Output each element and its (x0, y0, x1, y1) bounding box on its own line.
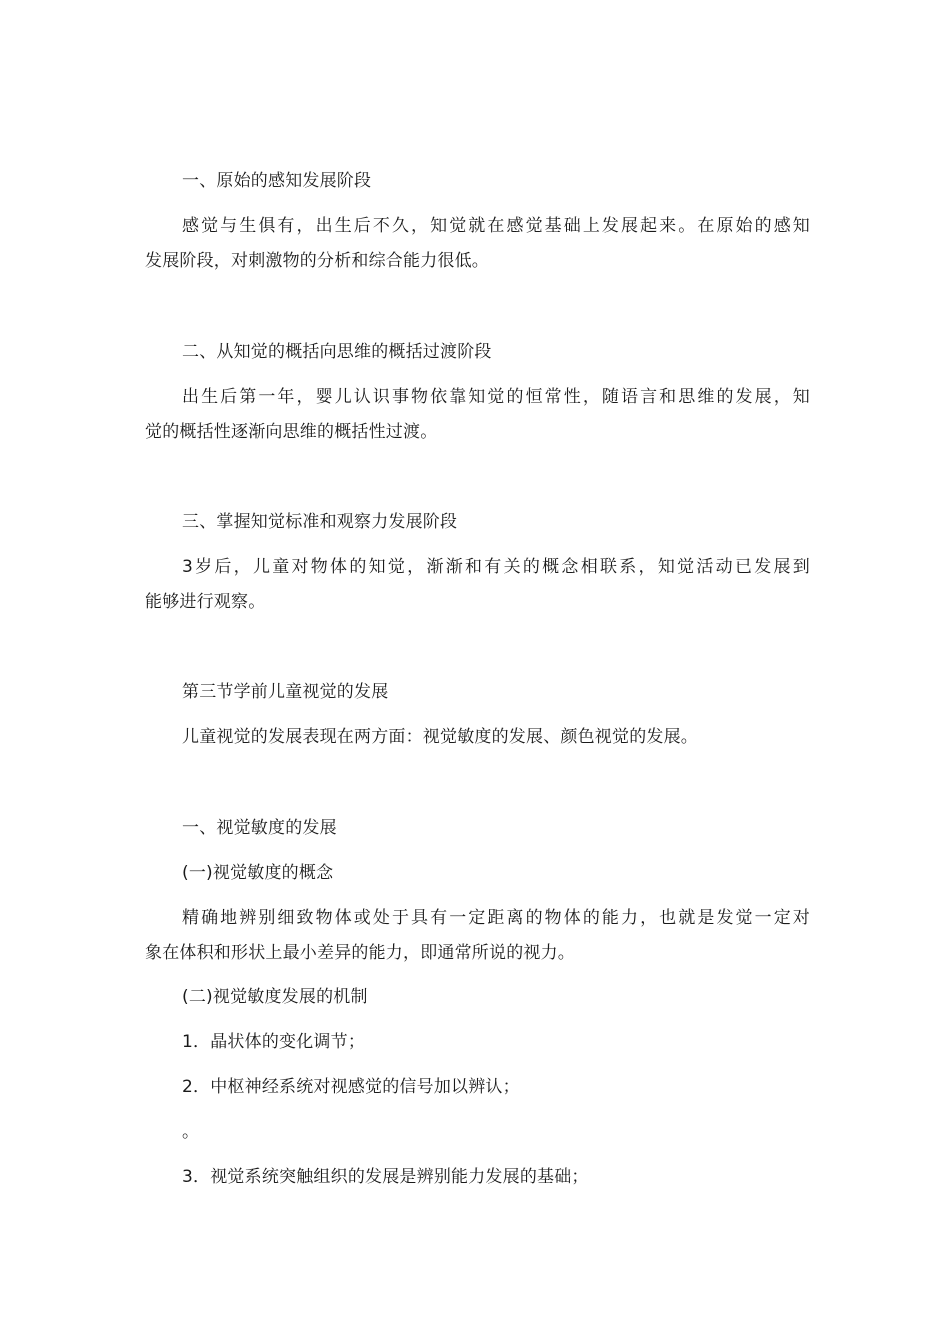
section-heading-visual-acuity: 一、视觉敏度的发展 (182, 818, 337, 838)
subsection-heading: (二)视觉敏度发展的机制 (182, 987, 368, 1007)
paragraph-line: 象在体积和形状上最小差异的能力，即通常所说的视力。 (145, 943, 575, 963)
paragraph-line: 能够进行观察。 (145, 592, 266, 612)
paragraph-line: 觉的概括性逐渐向思维的概括性过渡。 (145, 422, 438, 442)
chapter-section-title: 第三节学前儿童视觉的发展 (182, 682, 389, 702)
paragraph-line: 出生后第一年，婴儿认识事物依靠知觉的恒常性，随语言和思维的发展，知 (182, 387, 810, 407)
list-item: 3．视觉系统突触组织的发展是辨别能力发展的基础； (182, 1167, 589, 1187)
list-item: 2．中枢神经系统对视感觉的信号加以辨认； (182, 1077, 520, 1097)
subsection-heading: (一)视觉敏度的概念 (182, 863, 334, 883)
section-heading-generalization-transition: 二、从知觉的概括向思维的概括过渡阶段 (182, 342, 492, 362)
list-item: 1．晶状体的变化调节； (182, 1032, 366, 1052)
section-heading-perception-standards: 三、掌握知觉标准和观察力发展阶段 (182, 512, 458, 532)
stray-punctuation: 。 (182, 1122, 200, 1142)
section-heading-primitive-perception: 一、原始的感知发展阶段 (182, 171, 372, 191)
paragraph-line: 儿童视觉的发展表现在两方面：视觉敏度的发展、颜色视觉的发展。 (182, 727, 698, 747)
paragraph-line: 发展阶段，对刺激物的分析和综合能力很低。 (145, 251, 489, 271)
paragraph-line: 精确地辨别细致物体或处于具有一定距离的物体的能力，也就是发觉一定对 (182, 908, 810, 928)
paragraph-line: 感觉与生俱有，出生后不久，知觉就在感觉基础上发展起来。在原始的感知 (182, 216, 810, 236)
paragraph-line: 3岁后，儿童对物体的知觉，渐渐和有关的概念相联系，知觉活动已发展到 (182, 557, 810, 577)
